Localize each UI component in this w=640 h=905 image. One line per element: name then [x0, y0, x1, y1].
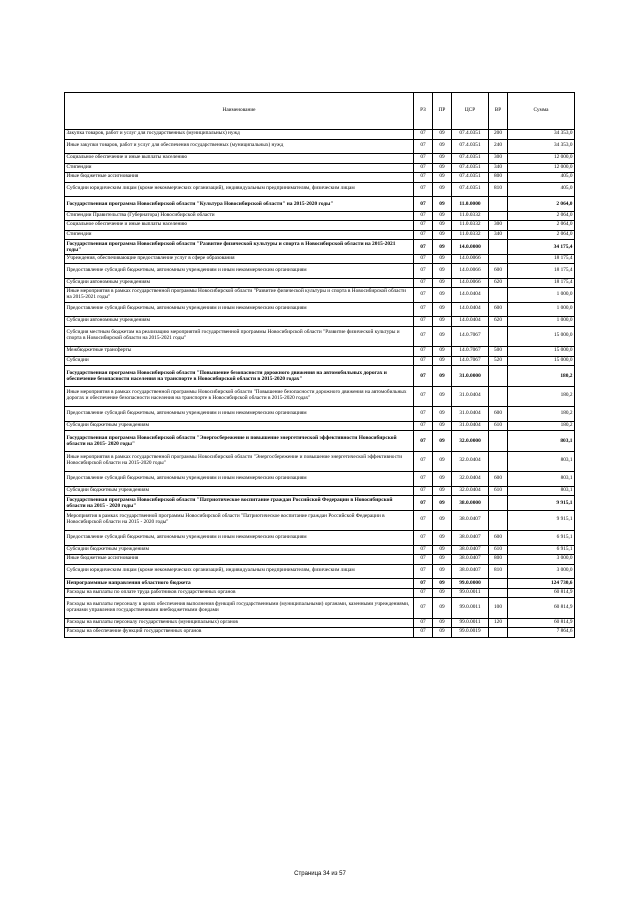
cell-rz: 07	[414, 366, 433, 387]
header-sum: Сумма	[508, 93, 575, 130]
cell-rz: 07	[414, 173, 433, 183]
cell-csr: 31.0.0404	[452, 386, 489, 407]
cell-csr: 07.4.0351	[452, 139, 489, 154]
cell-pr: 09	[433, 531, 452, 546]
cell-pr: 09	[433, 366, 452, 387]
cell-name: Субсидии юридическим лицам (кроме некоммерческих организаций), индивидуальным предпринимателям, физическим лицам	[65, 564, 414, 579]
cell-csr: 38.0.0407	[452, 531, 489, 546]
cell-name: Предоставление субсидий бюджетным, автономным учреждениям и иным некоммерческим организациям	[65, 407, 414, 422]
table-row	[65, 302, 575, 317]
cell-name: Государственная программа Новосибирской области "Развитие физической культуры и спорта в Новосибирской области на 2015-2021 годы"	[65, 240, 414, 255]
cell-name: Предоставление субсидий бюджетным, автономным учреждениям и иным некоммерческим организациям	[65, 472, 414, 487]
cell-csr: 99.0.0011	[452, 618, 489, 628]
table-row	[65, 130, 575, 140]
header-csr: ЦСР	[452, 93, 489, 130]
cell-sum: 6 915,1	[508, 531, 575, 546]
cell-rz: 07	[414, 139, 433, 154]
cell-csr: 14.0.0066	[452, 278, 489, 288]
cell-name: Иные бюджетные ассигнования	[65, 173, 414, 183]
table-row	[65, 254, 575, 264]
cell-vr	[489, 211, 508, 221]
cell-vr	[489, 510, 508, 531]
table-row	[65, 431, 575, 452]
cell-vr	[489, 386, 508, 407]
cell-sum: 3 000,0	[508, 564, 575, 579]
cell-name: Субсидии	[65, 356, 414, 366]
cell-csr: 31.0.0000	[452, 366, 489, 387]
cell-name: Закупка товаров, работ и услуг для государственных (муниципальных) нужд	[65, 130, 414, 140]
cell-pr: 09	[433, 598, 452, 619]
cell-pr: 09	[433, 386, 452, 407]
cell-name: Стипендии	[65, 230, 414, 240]
table-row	[65, 407, 575, 422]
table-row	[65, 564, 575, 579]
table-row	[65, 579, 575, 589]
cell-csr: 07.4.0351	[452, 163, 489, 173]
cell-rz: 07	[414, 197, 433, 212]
cell-csr: 14.0.0000	[452, 240, 489, 255]
cell-name: Государственная программа Новосибирской области "Энергосбережение и повышение энергетической эффективности Новосибирской области на 2015- 2020 годы"	[65, 431, 414, 452]
cell-name: Стипендии Правительства (Губернатора) Новосибирской области	[65, 211, 414, 221]
cell-sum: 15 000,0	[508, 347, 575, 357]
cell-name: Предоставление субсидий бюджетным, автономным учреждениям и иным некоммерческим организациям	[65, 302, 414, 317]
cell-vr: 800	[489, 555, 508, 565]
cell-rz: 07	[414, 628, 433, 638]
cell-name: Стипендии	[65, 163, 414, 173]
cell-vr: 800	[489, 173, 508, 183]
cell-vr: 600	[489, 407, 508, 422]
cell-csr: 31.0.0404	[452, 421, 489, 431]
cell-rz: 07	[414, 211, 433, 221]
header-vr: ВР	[489, 93, 508, 130]
cell-sum: 60 814,9	[508, 618, 575, 628]
cell-csr: 14.0.7067	[452, 347, 489, 357]
cell-sum: 18 175,4	[508, 278, 575, 288]
table-row	[65, 139, 575, 154]
cell-csr: 32.0.0404	[452, 486, 489, 496]
cell-sum: 34 175,4	[508, 240, 575, 255]
table-row	[65, 555, 575, 565]
cell-csr: 31.0.0404	[452, 407, 489, 422]
cell-vr	[489, 240, 508, 255]
cell-pr: 09	[433, 240, 452, 255]
cell-pr: 09	[433, 139, 452, 154]
cell-csr: 07.4.0351	[452, 154, 489, 164]
cell-csr: 99.0.0000	[452, 579, 489, 589]
cell-rz: 07	[414, 564, 433, 579]
cell-rz: 07	[414, 531, 433, 546]
cell-pr: 09	[433, 510, 452, 531]
cell-pr: 09	[433, 496, 452, 511]
cell-name: Межбюджетные трансферты	[65, 347, 414, 357]
cell-name: Субсидии бюджетным учреждениям	[65, 421, 414, 431]
cell-vr: 600	[489, 472, 508, 487]
cell-rz: 07	[414, 163, 433, 173]
cell-csr: 07.4.0351	[452, 182, 489, 197]
cell-vr: 610	[489, 421, 508, 431]
cell-pr: 09	[433, 182, 452, 197]
cell-vr: 340	[489, 163, 508, 173]
table-row	[65, 317, 575, 327]
cell-vr	[489, 588, 508, 598]
cell-sum: 34 353,0	[508, 139, 575, 154]
cell-name: Субсидии автономным учреждениям	[65, 278, 414, 288]
cell-csr: 32.0.0404	[452, 472, 489, 487]
cell-vr: 620	[489, 317, 508, 327]
cell-sum: 9 915,1	[508, 496, 575, 511]
header-pr: ПР	[433, 93, 452, 130]
table-row	[65, 531, 575, 546]
cell-name: Государственная программа Новосибирской области "Повышение безопасности дорожного движения на автомобильных дорогах и обеспечение безопасности населения на транспорте в Новосибирской области в 2015-2020 годах"	[65, 366, 414, 387]
table-row	[65, 472, 575, 487]
cell-name: Иные мероприятия в рамках государственной программы Новосибирской области "Энергосбережение и повышение энергетической эффективности Новосибирской области на 2015-2020 годы"	[65, 451, 414, 472]
cell-name: Иные мероприятия в рамках государственной программы Новосибирской области "Развитие физической культуры и спорта в Новосибирской области на 2015-2021 годы"	[65, 288, 414, 303]
cell-pr: 09	[433, 628, 452, 638]
cell-sum: 803,1	[508, 472, 575, 487]
cell-name: Расходы на выплаты по оплате труда работников государственных органов	[65, 588, 414, 598]
cell-sum: 34 353,0	[508, 130, 575, 140]
cell-rz: 07	[414, 264, 433, 279]
cell-pr: 09	[433, 163, 452, 173]
cell-pr: 09	[433, 230, 452, 240]
cell-name: Расходы на обеспечение функций государственных органов	[65, 628, 414, 638]
cell-pr: 09	[433, 588, 452, 598]
table-row	[65, 628, 575, 638]
cell-vr: 340	[489, 230, 508, 240]
cell-sum: 1 000,0	[508, 288, 575, 303]
cell-name: Расходы на выплаты персоналу в целях обеспечения выполнения функций государственными (муниципальными) органами, казенными учреждениями, органами управления государственными внебюджетными фондами	[65, 598, 414, 619]
cell-csr: 99.0.0019	[452, 628, 489, 638]
cell-sum: 2 064,0	[508, 230, 575, 240]
cell-sum: 2 064,0	[508, 211, 575, 221]
cell-name: Предоставление субсидий бюджетным, автономным учреждениям и иным некоммерческим организациям	[65, 531, 414, 546]
cell-sum: 12 000,0	[508, 154, 575, 164]
cell-sum: 124 730,6	[508, 579, 575, 589]
cell-rz: 07	[414, 451, 433, 472]
cell-csr: 38.0.0407	[452, 545, 489, 555]
cell-sum: 803,1	[508, 431, 575, 452]
cell-csr: 32.0.0404	[452, 451, 489, 472]
table-row	[65, 486, 575, 496]
cell-rz: 07	[414, 510, 433, 531]
table-row	[65, 154, 575, 164]
cell-pr: 09	[433, 564, 452, 579]
cell-rz: 07	[414, 407, 433, 422]
header-rz: РЗ	[414, 93, 433, 130]
cell-csr: 11.0.0000	[452, 197, 489, 212]
cell-csr: 14.0.0404	[452, 302, 489, 317]
cell-pr: 09	[433, 431, 452, 452]
cell-vr	[489, 326, 508, 347]
cell-sum: 180,2	[508, 421, 575, 431]
cell-sum: 15 000,0	[508, 356, 575, 366]
cell-sum: 803,1	[508, 451, 575, 472]
cell-csr: 11.0.0332	[452, 230, 489, 240]
cell-rz: 07	[414, 486, 433, 496]
cell-rz: 07	[414, 254, 433, 264]
cell-pr: 09	[433, 451, 452, 472]
cell-pr: 09	[433, 472, 452, 487]
cell-rz: 07	[414, 421, 433, 431]
cell-rz: 07	[414, 182, 433, 197]
cell-vr	[489, 628, 508, 638]
cell-vr	[489, 288, 508, 303]
table-row	[65, 182, 575, 197]
cell-sum: 60 814,9	[508, 588, 575, 598]
cell-csr: 07.4.0351	[452, 130, 489, 140]
cell-rz: 07	[414, 347, 433, 357]
cell-vr: 500	[489, 347, 508, 357]
cell-vr: 240	[489, 139, 508, 154]
cell-sum: 3 000,0	[508, 555, 575, 565]
cell-pr: 09	[433, 302, 452, 317]
cell-sum: 18 175,4	[508, 254, 575, 264]
cell-name: Социальное обеспечение и иные выплаты населению	[65, 221, 414, 231]
cell-rz: 07	[414, 302, 433, 317]
table-row	[65, 278, 575, 288]
table-row	[65, 496, 575, 511]
table-row	[65, 618, 575, 628]
cell-rz: 07	[414, 496, 433, 511]
table-row	[65, 356, 575, 366]
cell-sum: 60 814,9	[508, 598, 575, 619]
cell-rz: 07	[414, 555, 433, 565]
cell-name: Учреждения, обеспечивающие предоставление услуг в сфере образования	[65, 254, 414, 264]
cell-rz: 07	[414, 588, 433, 598]
cell-rz: 07	[414, 598, 433, 619]
cell-rz: 07	[414, 154, 433, 164]
table-row	[65, 221, 575, 231]
cell-name: Субсидия местным бюджетам на реализацию мероприятий государственной программы Новосибирской области "Развитие физической культуры и спорта в Новосибирской области на 2015-2021 годы"	[65, 326, 414, 347]
cell-name: Расходы на выплаты персоналу государственных (муниципальных) органов	[65, 618, 414, 628]
table-row	[65, 347, 575, 357]
cell-rz: 07	[414, 221, 433, 231]
cell-vr	[489, 431, 508, 452]
cell-rz: 07	[414, 288, 433, 303]
cell-csr: 38.0.0407	[452, 564, 489, 579]
cell-name: Иные бюджетные ассигнования	[65, 555, 414, 565]
cell-sum: 15 000,0	[508, 326, 575, 347]
cell-pr: 09	[433, 317, 452, 327]
cell-pr: 09	[433, 421, 452, 431]
cell-csr: 11.0.0332	[452, 211, 489, 221]
cell-rz: 07	[414, 317, 433, 327]
cell-csr: 14.0.0404	[452, 288, 489, 303]
cell-sum: 180,2	[508, 366, 575, 387]
cell-pr: 09	[433, 278, 452, 288]
cell-rz: 07	[414, 431, 433, 452]
cell-pr: 09	[433, 197, 452, 212]
cell-vr	[489, 254, 508, 264]
cell-sum: 180,2	[508, 386, 575, 407]
table-row	[65, 163, 575, 173]
cell-sum: 9 915,1	[508, 510, 575, 531]
cell-csr: 14.0.0404	[452, 317, 489, 327]
cell-pr: 09	[433, 211, 452, 221]
cell-pr: 09	[433, 545, 452, 555]
cell-name: Субсидии юридическим лицам (кроме некоммерческих организаций), индивидуальным предпринимателям, физическим лицам	[65, 182, 414, 197]
cell-csr: 07.4.0351	[452, 173, 489, 183]
cell-vr: 810	[489, 182, 508, 197]
table-row	[65, 545, 575, 555]
cell-pr: 09	[433, 254, 452, 264]
page-number: Страница 34 из 57	[294, 871, 346, 877]
cell-csr: 99.0.0011	[452, 598, 489, 619]
cell-sum: 180,2	[508, 407, 575, 422]
cell-rz: 07	[414, 278, 433, 288]
cell-pr: 09	[433, 288, 452, 303]
cell-pr: 09	[433, 579, 452, 589]
cell-vr: 620	[489, 278, 508, 288]
cell-name: Иные закупки товаров, работ и услуг для обеспечения государственных (муниципальных) нужд	[65, 139, 414, 154]
cell-pr: 09	[433, 486, 452, 496]
table-row	[65, 173, 575, 183]
cell-name: Непрограммные направления областного бюджета	[65, 579, 414, 589]
table-row	[65, 598, 575, 619]
cell-sum: 18 175,4	[508, 264, 575, 279]
cell-rz: 07	[414, 472, 433, 487]
cell-sum: 405,0	[508, 173, 575, 183]
cell-pr: 09	[433, 154, 452, 164]
cell-vr	[489, 579, 508, 589]
cell-vr: 810	[489, 564, 508, 579]
cell-sum: 803,1	[508, 486, 575, 496]
cell-rz: 07	[414, 545, 433, 555]
cell-rz: 07	[414, 326, 433, 347]
cell-rz: 07	[414, 618, 433, 628]
cell-name: Субсидии бюджетным учреждениям	[65, 545, 414, 555]
table-row	[65, 326, 575, 347]
cell-vr: 120	[489, 618, 508, 628]
cell-pr: 09	[433, 130, 452, 140]
cell-pr: 09	[433, 221, 452, 231]
table-header-row	[65, 93, 575, 130]
cell-csr: 14.0.7067	[452, 326, 489, 347]
table-row	[65, 230, 575, 240]
cell-vr: 600	[489, 531, 508, 546]
cell-csr: 14.0.7067	[452, 356, 489, 366]
table-row	[65, 197, 575, 212]
cell-vr	[489, 197, 508, 212]
cell-sum: 2 064,0	[508, 221, 575, 231]
table-row	[65, 211, 575, 221]
cell-sum: 6 915,1	[508, 545, 575, 555]
cell-vr: 610	[489, 545, 508, 555]
cell-sum: 2 064,0	[508, 197, 575, 212]
cell-name: Субсидии бюджетным учреждениям	[65, 486, 414, 496]
cell-csr: 38.0.0407	[452, 555, 489, 565]
table-row	[65, 451, 575, 472]
cell-sum: 12 000,0	[508, 163, 575, 173]
cell-name: Мероприятия в рамках государственной программы Новосибирской области "Патриотическое воспитание граждан Российской Федерации в Новосибирской области на 2015 - 2020 годы"	[65, 510, 414, 531]
cell-name: Иные мероприятия в рамках государственной программы Новосибирской области "Повышение безопасности дорожного движения на автомобильных дорогах и обеспечение безопасности населения на транспорте в Новосибирской области в 2015-2020 годах"	[65, 386, 414, 407]
table-row	[65, 264, 575, 279]
cell-rz: 07	[414, 356, 433, 366]
cell-rz: 07	[414, 386, 433, 407]
table-row	[65, 386, 575, 407]
table-row	[65, 421, 575, 431]
cell-csr: 32.0.0000	[452, 431, 489, 452]
table-row	[65, 588, 575, 598]
cell-rz: 07	[414, 130, 433, 140]
cell-rz: 07	[414, 240, 433, 255]
cell-pr: 09	[433, 264, 452, 279]
cell-vr	[489, 366, 508, 387]
cell-pr: 09	[433, 173, 452, 183]
table-row	[65, 288, 575, 303]
cell-name: Социальное обеспечение и иные выплаты населению	[65, 154, 414, 164]
cell-name: Предоставление субсидий бюджетным, автономным учреждениям и иным некоммерческим организациям	[65, 264, 414, 279]
cell-name: Государственная программа Новосибирской области "Патриотическое воспитание граждан Российской Федерации в Новосибирской области на 2015 - 2020 годы"	[65, 496, 414, 511]
table-row	[65, 366, 575, 387]
cell-vr	[489, 451, 508, 472]
cell-csr: 14.0.0066	[452, 254, 489, 264]
cell-sum: 1 000,0	[508, 317, 575, 327]
cell-name: Государственная программа Новосибирской области "Культура Новосибирской области" на 2015-2020 годы"	[65, 197, 414, 212]
cell-vr: 520	[489, 356, 508, 366]
cell-pr: 09	[433, 356, 452, 366]
header-name: Наименование	[65, 93, 414, 130]
cell-name: Субсидии автономным учреждениям	[65, 317, 414, 327]
cell-pr: 09	[433, 347, 452, 357]
cell-csr: 14.0.0066	[452, 264, 489, 279]
cell-vr: 300	[489, 154, 508, 164]
cell-rz: 07	[414, 230, 433, 240]
cell-csr: 11.0.0332	[452, 221, 489, 231]
cell-pr: 09	[433, 407, 452, 422]
cell-pr: 09	[433, 618, 452, 628]
cell-vr: 600	[489, 264, 508, 279]
table-row	[65, 510, 575, 531]
cell-sum: 1 000,0	[508, 302, 575, 317]
table-row	[65, 240, 575, 255]
cell-vr: 100	[489, 598, 508, 619]
budget-table	[64, 92, 575, 638]
cell-vr: 610	[489, 486, 508, 496]
cell-csr: 38.0.0000	[452, 496, 489, 511]
cell-csr: 38.0.0407	[452, 510, 489, 531]
cell-sum: 405,0	[508, 182, 575, 197]
cell-vr: 200	[489, 130, 508, 140]
cell-sum: 7 864,6	[508, 628, 575, 638]
cell-rz: 07	[414, 579, 433, 589]
cell-vr: 300	[489, 221, 508, 231]
cell-csr: 99.0.0011	[452, 588, 489, 598]
cell-pr: 09	[433, 555, 452, 565]
cell-vr: 600	[489, 302, 508, 317]
cell-pr: 09	[433, 326, 452, 347]
cell-vr	[489, 496, 508, 511]
